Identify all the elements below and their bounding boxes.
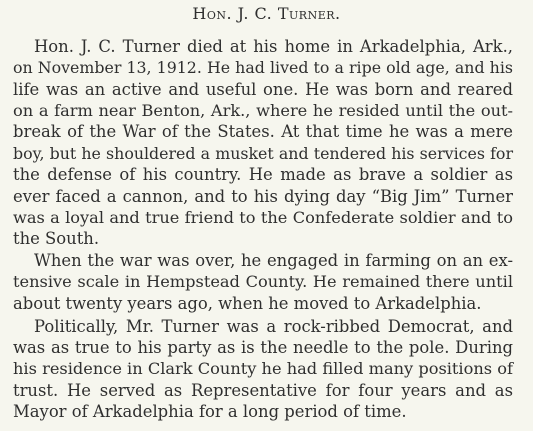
paragraph-1-line-9: was a loyal and true friend to the Confederate soldier and to (13, 208, 513, 227)
paragraph-2-line-1: When the war was over, he engaged in farming on an ex- (34, 251, 513, 270)
paragraph-2-line-2: tensive scale in Hempstead County. He remained there until (13, 272, 513, 291)
paragraph-3-line-2: was as true to his party as is the needle to the pole. During (13, 338, 513, 357)
paragraph-2-line-3: about twenty years ago, when he moved to Arkadelphia. (13, 294, 482, 313)
paragraph-3-line-3: his residence in Clark County he had filled many positions of (13, 359, 513, 378)
paragraph-1-line-8: ever faced a cannon, and to his dying day “Big Jim” Turner (13, 187, 513, 206)
paragraph-1-line-1: Hon. J. C. Turner died at his home in Arkadelphia, Ark., (34, 37, 513, 56)
paragraph-1-line-5: break of the War of the States. At that time he was a mere (13, 122, 513, 141)
article-title: Hon. J. C. Turner. (192, 4, 341, 23)
paragraph-1-line-6: boy, but he shouldered a musket and tendered his services for (13, 144, 513, 163)
paragraph-3-line-4: trust. He served as Representative for four years and as (13, 381, 513, 400)
paragraph-1-line-7: the defense of his country. He made as brave a soldier as (13, 165, 513, 184)
paragraph-3-line-5: Mayor of Arkadelphia for a long period of time. (13, 402, 407, 421)
paragraph-1-line-4: on a farm near Benton, Ark., where he resided until the out- (13, 101, 513, 120)
paragraph-1-line-3: life was an active and useful one. He was born and reared (13, 80, 513, 99)
paragraph-1-line-2: on November 13, 1912. He had lived to a ripe old age, and his (13, 58, 513, 77)
paragraph-3-line-1: Politically, Mr. Turner was a rock-ribbed Democrat, and (34, 317, 513, 336)
paragraph-1-line-10: the South. (13, 229, 100, 248)
